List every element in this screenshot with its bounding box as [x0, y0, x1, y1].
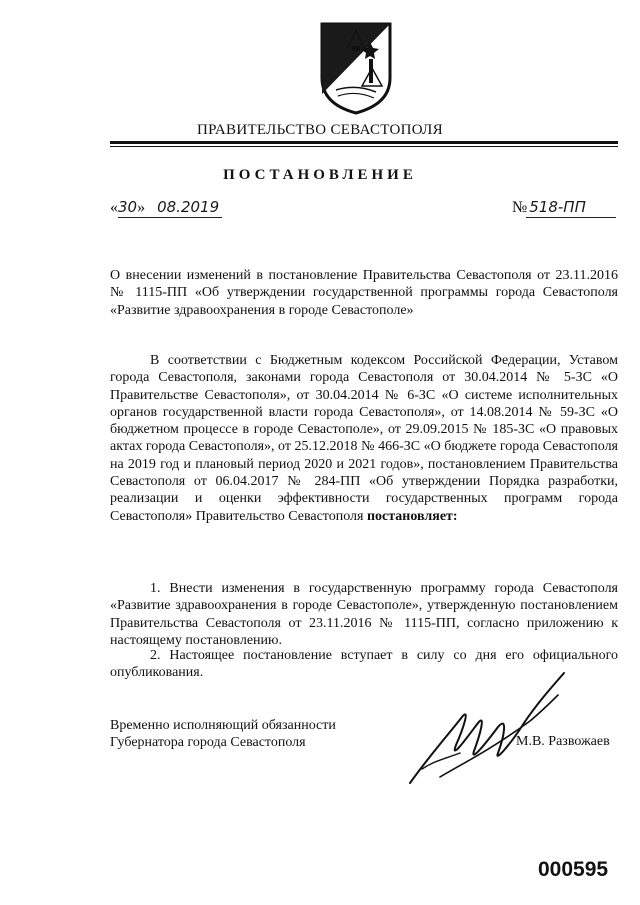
- number-value: 518-ПП: [529, 198, 586, 216]
- date-month-year: 08.2019: [157, 198, 220, 216]
- position-line-2: Губернатора города Севастополя: [110, 735, 306, 751]
- date-underline: [118, 217, 222, 218]
- preamble-text: В соответствии с Бюджетным кодексом Российской Федерации, Уставом города Севастополя, законами города Севастополя от 30.04.2014 № 5-ЗС «О Правительстве Севастополя», от 30.04.2014 № 6-ЗС «О системе исполнительных органов государственной власти города Севастополя», от 14.08.2014 № 59-ЗС «О бюджетном процессе в городе Севастополе», от 29.09.2015 № 185-ЗС «О правовых актах города Севастополя», от 25.12.2018 № 466-ЗС «О бюджете города Севастополя на 2019 год и плановый период 2020 и 2021 годов», постановлением Правительства Севастополя от 06.04.2017 № 284-ПП «Об утверждении Порядка разработки, реализации и оценки эффективности государственных программ города Севастополя» Правительство Севастополя: [110, 353, 618, 524]
- signatory-position: [110, 717, 336, 752]
- government-title: ПРАВИТЕЛЬСТВО СЕВАСТОПОЛЯ: [197, 122, 443, 138]
- serial-number: 000595: [538, 858, 609, 881]
- preamble-paragraph: [110, 352, 618, 525]
- resolves-keyword: постановляет:: [366, 508, 458, 524]
- header-rule-thick: [110, 141, 618, 144]
- document-type-heading: ПОСТАНОВЛЕНИЕ: [223, 167, 417, 183]
- signatory-name: М.В. Развожаев: [516, 734, 610, 749]
- position-line-1: Временно исполняющий обязанности: [110, 718, 336, 733]
- header-rule-thin: [110, 146, 618, 147]
- date-quote-close: »: [137, 199, 146, 216]
- item-2: 2. Настоящее постановление вступает в силу со дня его официального опубликования.: [110, 648, 618, 681]
- coat-of-arms-emblem: [318, 20, 394, 116]
- decree-date: [110, 198, 219, 217]
- handwritten-signature: [400, 665, 570, 795]
- item-1: 1. Внести изменения в государственную программу города Севастополя «Развитие здравоохранения в городе Севастополе», утвержденную постановлением Правительства Севастополя от 23.11.2016 № 1115-ПП, согласно приложению к настоящему постановлению.: [110, 581, 618, 648]
- date-day: 30: [118, 198, 138, 216]
- decree-subject: О внесении изменений в постановление Правительства Севастополя от 23.11.2016 № 1115-ПП «Об утверждении государственной программы города Севастополя «Развитие здравоохранения в городе Севастополе»: [110, 268, 618, 318]
- number-underline: [526, 217, 616, 218]
- date-quote-open: «: [110, 199, 118, 216]
- number-sign: №: [512, 199, 528, 216]
- decree-number: [512, 198, 586, 217]
